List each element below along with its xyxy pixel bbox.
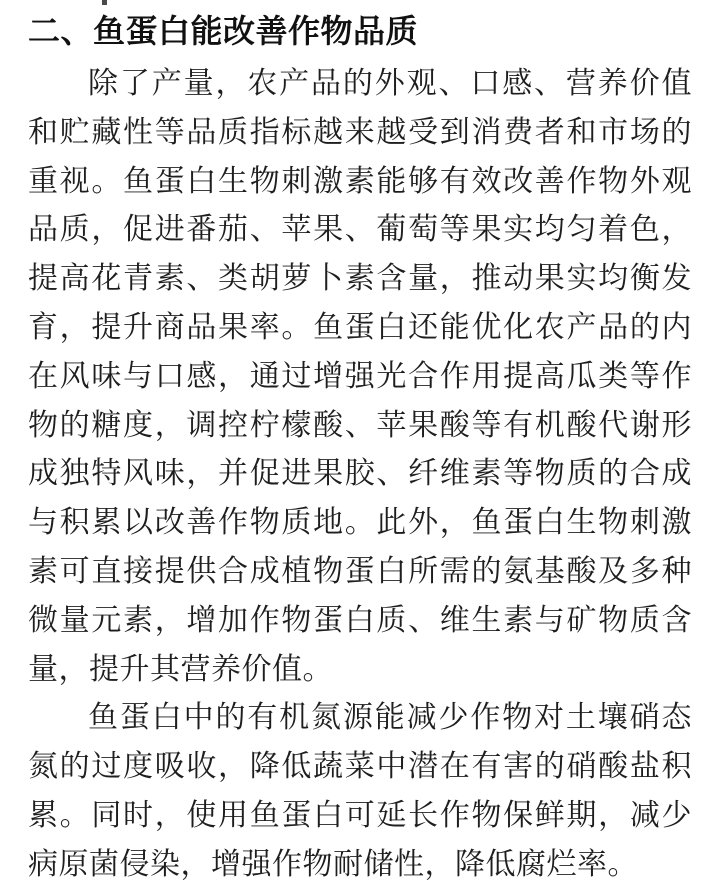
text-line: 成独特风味，并促进果胶、纤维素等物质的合成 xyxy=(28,457,692,491)
text-line: 病原菌侵染，增强作物耐储性，降低腐烂率。 xyxy=(28,847,638,881)
text-line: 素可直接提供合成植物蛋白所需的氨基酸及多种 xyxy=(28,554,692,588)
paragraph xyxy=(28,694,692,889)
section-heading: 二、鱼蛋白能改善作物品质 xyxy=(28,13,419,49)
text-line: 品质，促进番茄、苹果、葡萄等果实均匀着色， xyxy=(28,213,692,247)
cut-off-character-artifact xyxy=(102,0,107,5)
text-line: 氮的过度吸收，降低蔬菜中潜在有害的硝酸盐积 xyxy=(28,750,692,784)
text-line: 提高花青素、类胡萝卜素含量，推动果实均衡发 xyxy=(28,262,692,296)
body-text xyxy=(28,60,692,890)
paragraph xyxy=(28,60,692,694)
text-line: 和贮藏性等品质指标越来越受到消费者和市场的 xyxy=(28,115,692,149)
text-line: 累。同时，使用鱼蛋白可延长作物保鲜期，减少 xyxy=(28,798,692,832)
text-line: 量，提升其营养价值。 xyxy=(28,652,333,686)
text-line: 与积累以改善作物质地。此外，鱼蛋白生物刺激 xyxy=(28,506,692,540)
text-line: 在风味与口感，通过增强光合作用提高瓜类等作 xyxy=(28,359,692,393)
text-line: 微量元素，增加作物蛋白质、维生素与矿物质含 xyxy=(28,603,692,637)
text-line: 鱼蛋白中的有机氮源能减少作物对土壤硝态 xyxy=(88,701,692,735)
text-line: 物的糖度，调控柠檬酸、苹果酸等有机酸代谢形 xyxy=(28,408,692,442)
text-line: 除了产量，农产品的外观、口感、营养价值 xyxy=(88,67,692,100)
text-line: 育，提升商品果率。鱼蛋白还能优化农产品的内 xyxy=(28,310,692,344)
text-line: 重视。鱼蛋白生物刺激素能够有效改善作物外观 xyxy=(28,164,692,198)
